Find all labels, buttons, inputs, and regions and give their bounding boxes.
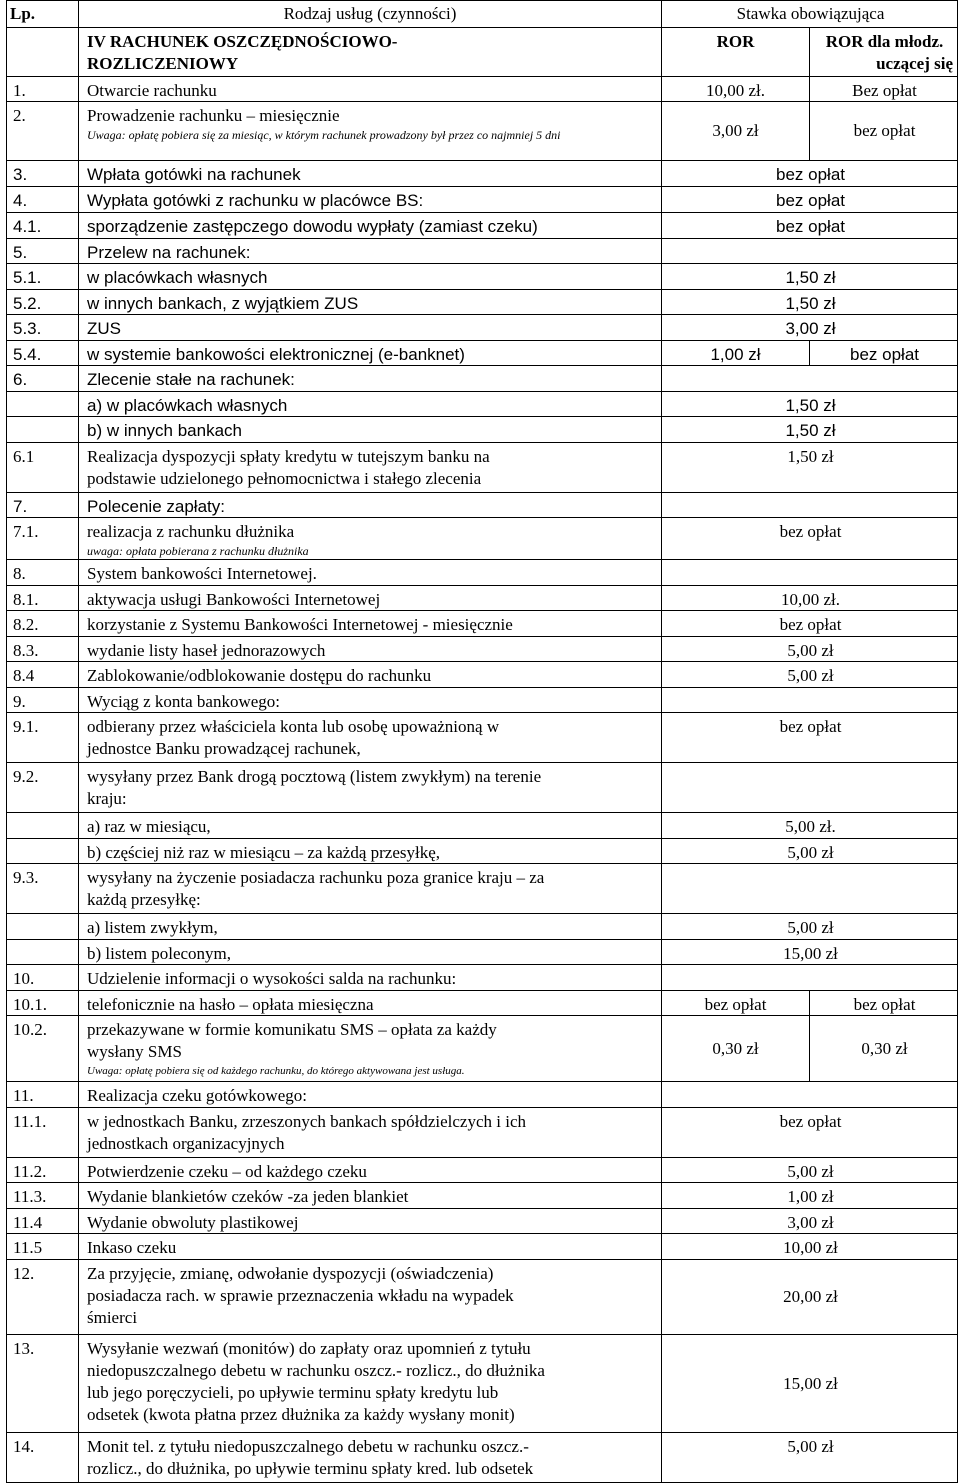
row-description (79, 417, 662, 442)
description-line: wydanie listy haseł jednorazowych (87, 641, 326, 660)
row-number: 13. (7, 1335, 79, 1432)
row-description (79, 637, 662, 661)
description-line: b) listem poleconym, (87, 944, 232, 963)
description-line: jednostce Banku prowadzącej rachunek, (87, 739, 361, 758)
row-description (79, 991, 662, 1015)
table-row (6, 1016, 958, 1082)
table-row (6, 77, 958, 102)
description-line: ZUS (87, 319, 121, 338)
row-description (79, 839, 662, 863)
column-ror: ROR (662, 28, 810, 76)
rate-value: 10,00 zł. (780, 590, 841, 609)
row-number: 11.2. (7, 1158, 79, 1182)
description-line: korzystanie z Systemu Bankowości Internetowej - miesięcznie (87, 615, 513, 634)
row-number: 1. (7, 77, 79, 101)
rate-value: 1,50 zł (785, 294, 836, 313)
description-line: Za przyjęcie, zmianę, odwołanie dyspozycji (oświadczenia) (87, 1264, 494, 1283)
rate-value: 15,00 zł (783, 944, 838, 963)
header-lp: Lp. (7, 1, 79, 27)
description-line: wysyłany przez Bank drogą pocztową (listem zwykłym) na terenie (87, 767, 542, 786)
row-number: 11.5 (7, 1234, 79, 1259)
rate-value: 5,00 zł (787, 1162, 834, 1181)
rate-value: 5,00 zł (787, 918, 834, 937)
row-description (79, 341, 662, 365)
row-number: 9.1. (7, 713, 79, 762)
description-line: Wydanie obwoluty plastikowej (87, 1213, 299, 1232)
row-description (79, 940, 662, 964)
row-number: 5.3. (7, 315, 79, 340)
rate-ror: bez opłat (662, 991, 810, 1015)
table-row (6, 662, 958, 688)
row-description (79, 611, 662, 636)
row-description (79, 662, 662, 687)
table-body (6, 77, 958, 1483)
row-description (79, 688, 662, 712)
rate-value: 5,00 zł (787, 641, 834, 660)
table-row (6, 239, 958, 264)
table-row (6, 1433, 958, 1483)
rate-value: 5,00 zł (787, 666, 834, 685)
description-line: jednostkach organizacyjnych (87, 1134, 285, 1153)
table-row (6, 586, 958, 611)
row-number: 5. (7, 239, 79, 263)
description-line: Przelew na rachunek: (87, 243, 251, 262)
table-row (6, 1234, 958, 1260)
table-row (6, 1209, 958, 1234)
description-line: śmierci (87, 1308, 138, 1327)
row-number: 11.4 (7, 1209, 79, 1233)
rate-value (662, 1082, 959, 1107)
rate-value: 1,00 zł (787, 1187, 834, 1206)
rate-value: 5,00 zł (787, 1437, 834, 1456)
row-description (79, 586, 662, 610)
table-row (6, 713, 958, 763)
rate-value: 1,50 zł (785, 268, 836, 287)
rate-ror-youth: bez opłat (853, 121, 916, 140)
row-description (79, 1158, 662, 1182)
row-description (79, 392, 662, 416)
row-number: 8.4 (7, 662, 79, 687)
description-line: Wypłata gotówki z rachunku w placówce BS: (87, 191, 424, 210)
row-number (7, 914, 79, 939)
rate-value: 3,00 zł (787, 1213, 834, 1232)
row-description (79, 1433, 662, 1482)
row-number: 7. (7, 493, 79, 517)
description-line: Realizacja czeku gotówkowego: (87, 1086, 307, 1105)
description-line: lub jego poręczycieli, po upływie terminu spłaty kredytu lub (87, 1383, 499, 1402)
row-number: 3. (7, 161, 79, 186)
row-number (7, 940, 79, 964)
row-number: 10.1. (7, 991, 79, 1015)
row-number: 6. (7, 366, 79, 391)
description-line: każdą przesyłkę: (87, 890, 201, 909)
row-number: 6.1 (7, 443, 79, 492)
description-line: a) raz w miesiącu, (87, 817, 211, 836)
rate-ror: 10,00 zł. (662, 77, 810, 101)
row-description (79, 77, 662, 101)
rate-value: 15,00 zł (783, 1373, 838, 1393)
row-description (79, 1260, 662, 1334)
table-row (6, 264, 958, 290)
table-row (6, 315, 958, 341)
row-number (7, 839, 79, 863)
row-description (79, 102, 662, 160)
rate-value: bez opłat (776, 217, 845, 236)
row-description (79, 560, 662, 585)
row-note: Uwaga: opłatę pobiera się za miesiąc, w którym rachunek prowadzony był przez co najmniej 5 dni (87, 128, 561, 142)
description-line: Otwarcie rachunku (87, 81, 217, 100)
row-number (7, 392, 79, 416)
table-row (6, 366, 958, 392)
row-number: 5.4. (7, 341, 79, 365)
rate-ror-youth: bez opłat (853, 995, 916, 1014)
header-service: Rodzaj usług (czynności) (79, 1, 662, 27)
rate-value: bez opłat (779, 615, 842, 634)
description-line: kraju: (87, 789, 127, 808)
description-line: sporządzenie zastępczego dowodu wypłaty (zamiast czeku) (87, 217, 538, 236)
table-row (6, 914, 958, 940)
description-line: b) częściej niż raz w miesiącu – za każdą przesyłkę, (87, 843, 441, 862)
table-row (6, 560, 958, 586)
row-description (79, 965, 662, 990)
description-line: realizacja z rachunku dłużnika (87, 522, 295, 541)
description-line: podstawie udzielonego pełnomocnictwa i stałego zlecenia (87, 469, 482, 488)
description-line: w placówkach własnych (87, 268, 268, 287)
rate-value: 10,00 zł (783, 1238, 838, 1257)
description-line: rozlicz., do dłużnika, po upływie terminu spłaty kred. lub odsetek (87, 1459, 534, 1478)
table-row (6, 493, 958, 518)
description-line: odbierany przez właściciela konta lub osobę upoważnioną w (87, 717, 500, 736)
rate-value (662, 366, 959, 391)
account-title: IV RACHUNEK OSZCZĘDNOŚCIOWO- ROZLICZENIOWY (79, 28, 662, 76)
description-line: Udzielenie informacji o wysokości salda na rachunku: (87, 969, 457, 988)
description-line: w jednostkach Banku, zrzeszonych bankach spółdzielczych i ich (87, 1112, 527, 1131)
row-description (79, 1108, 662, 1157)
table-row (6, 392, 958, 417)
description-line: Realizacja dyspozycji spłaty kredytu w tutejszym banku na (87, 447, 490, 466)
table-row (6, 965, 958, 991)
rate-value (662, 864, 959, 913)
row-description (79, 813, 662, 838)
row-description (79, 290, 662, 314)
table-row (6, 839, 958, 864)
description-line: aktywacja usługi Bankowości Internetowej (87, 590, 381, 609)
table-row (6, 688, 958, 713)
description-line: niedopuszczalnego debetu w rachunku oszcz.- rozlicz., do dłużnika (87, 1361, 545, 1380)
description-line: odsetek (kwota płatna przez dłużnika za każdy wysłany monit) (87, 1405, 515, 1424)
row-description (79, 187, 662, 212)
rate-ror-youth: 0,30 zł (861, 1038, 908, 1058)
row-number: 4.1. (7, 213, 79, 238)
table-row (6, 187, 958, 213)
row-description (79, 763, 662, 812)
row-description (79, 864, 662, 913)
description-line: posiadacza rach. w sprawie przeznaczenia wkładu na wypadek (87, 1286, 514, 1305)
description-line: w innych bankach, z wyjątkiem ZUS (87, 294, 359, 313)
rate-value (662, 763, 959, 812)
row-description (79, 1082, 662, 1107)
row-description (79, 239, 662, 263)
rate-value: bez opłat (779, 522, 842, 541)
rate-value (662, 239, 959, 263)
row-number: 5.1. (7, 264, 79, 289)
account-header-row (6, 28, 958, 77)
table-row (6, 518, 958, 560)
description-line: przekazywane w formie komunikatu SMS – opłata za każdy (87, 1020, 497, 1039)
description-line: a) w placówkach własnych (87, 396, 288, 415)
table-row (6, 940, 958, 965)
row-description (79, 213, 662, 238)
header-rate: Stawka obowiązująca (736, 4, 885, 23)
row-description (79, 443, 662, 492)
row-number: 14. (7, 1433, 79, 1482)
row-description (79, 1183, 662, 1208)
row-description (79, 161, 662, 186)
row-number: 9.3. (7, 864, 79, 913)
rate-value: 5,00 zł (787, 843, 834, 862)
rate-value: bez opłat (776, 165, 845, 184)
row-description (79, 315, 662, 340)
description-line: Zlecenie stałe na rachunek: (87, 370, 295, 389)
table-row (6, 763, 958, 813)
row-number: 8.3. (7, 637, 79, 661)
row-number: 2. (7, 102, 79, 160)
table-row (6, 443, 958, 493)
rate-ror: 0,30 zł (662, 1016, 810, 1081)
row-number: 5.2. (7, 290, 79, 314)
row-description (79, 914, 662, 939)
row-number: 11.1. (7, 1108, 79, 1157)
table-row (6, 813, 958, 839)
row-number (7, 417, 79, 442)
description-line: Wysyłanie wezwań (monitów) do zapłaty oraz upomnień z tytułu (87, 1339, 531, 1358)
table-row (6, 1108, 958, 1158)
row-description (79, 1209, 662, 1233)
rate-ror-youth: Bez opłat (852, 81, 917, 100)
description-line: System bankowości Internetowej. (87, 564, 317, 583)
table-row (6, 637, 958, 662)
table-header (6, 0, 958, 28)
description-line: Wydanie blankietów czeków -za jeden blankiet (87, 1187, 409, 1206)
table-row (6, 1335, 958, 1433)
column-ror-youth: ROR dla młodz. uczącej się (825, 32, 953, 73)
row-number: 7.1. (7, 518, 79, 559)
rate-value (662, 688, 959, 712)
description-line: Wpłata gotówki na rachunek (87, 165, 301, 184)
row-number: 11.3. (7, 1183, 79, 1208)
rate-value: bez opłat (776, 191, 845, 210)
table-row (6, 1260, 958, 1335)
rate-value: 20,00 zł (783, 1287, 838, 1306)
description-line: Potwierdzenie czeku – od każdego czeku (87, 1162, 367, 1181)
rate-ror-youth: bez opłat (850, 345, 919, 364)
table-row (6, 161, 958, 187)
row-description (79, 1335, 662, 1432)
rate-ror: 1,00 zł (662, 341, 810, 365)
table-row (6, 991, 958, 1016)
description-line: telefonicznie na hasło – opłata miesięczna (87, 995, 374, 1014)
row-number: 4. (7, 187, 79, 212)
row-number: 11. (7, 1082, 79, 1107)
description-line: a) listem zwykłym, (87, 918, 218, 937)
table-row (6, 864, 958, 914)
row-number: 9. (7, 688, 79, 712)
row-description (79, 1016, 662, 1081)
rate-value: bez opłat (779, 1112, 842, 1131)
description-line: Monit tel. z tytułu niedopuszczalnego debetu w rachunku oszcz.- (87, 1437, 529, 1456)
row-number: 9.2. (7, 763, 79, 812)
table-row (6, 102, 958, 161)
rate-value: 1,50 zł (785, 396, 836, 415)
table-row (6, 341, 958, 366)
rate-value (662, 560, 959, 585)
row-number: 10.2. (7, 1016, 79, 1081)
rate-value (662, 965, 959, 990)
description-line: wysyłany na życzenie posiadacza rachunku poza granice kraju – za (87, 868, 545, 887)
row-description (79, 713, 662, 762)
row-description (79, 264, 662, 289)
row-number (7, 813, 79, 838)
rate-ror: 3,00 zł (662, 102, 810, 160)
rate-value: bez opłat (779, 717, 842, 736)
description-line: Zablokowanie/odblokowanie dostępu do rachunku (87, 666, 432, 685)
row-description (79, 518, 662, 559)
row-note: Uwaga: opłatę pobiera się od każdego rachunku, do którego aktywowana jest usługa. (87, 1065, 465, 1077)
table-row (6, 1183, 958, 1209)
description-line: wysłany SMS (87, 1042, 182, 1061)
rate-value: 3,00 zł (785, 319, 836, 338)
description-line: Polecenie zapłaty: (87, 497, 225, 516)
description-line: b) w innych bankach (87, 421, 242, 440)
row-description (79, 366, 662, 391)
table-row (6, 1158, 958, 1183)
table-row (6, 611, 958, 637)
description-line: Inkaso czeku (87, 1238, 177, 1257)
row-number: 12. (7, 1260, 79, 1334)
table-row (6, 417, 958, 443)
rate-value (662, 493, 959, 517)
row-number: 8.1. (7, 586, 79, 610)
fee-table (6, 0, 958, 1483)
row-number: 8. (7, 560, 79, 585)
row-description (79, 493, 662, 517)
table-row (6, 1082, 958, 1108)
row-number: 8.2. (7, 611, 79, 636)
description-line: Wyciąg z konta bankowego: (87, 692, 280, 711)
table-row (6, 290, 958, 315)
description-line: Prowadzenie rachunku – miesięcznie (87, 106, 340, 125)
row-description (79, 1234, 662, 1259)
row-note: uwaga: opłata pobierana z rachunku dłużnika (87, 544, 309, 558)
table-row (6, 213, 958, 239)
rate-value: 5,00 zł. (785, 817, 836, 836)
rate-value: 1,50 zł (787, 447, 834, 466)
description-line: w systemie bankowości elektronicznej (e-banknet) (87, 345, 465, 364)
row-number: 10. (7, 965, 79, 990)
rate-value: 1,50 zł (785, 421, 836, 440)
